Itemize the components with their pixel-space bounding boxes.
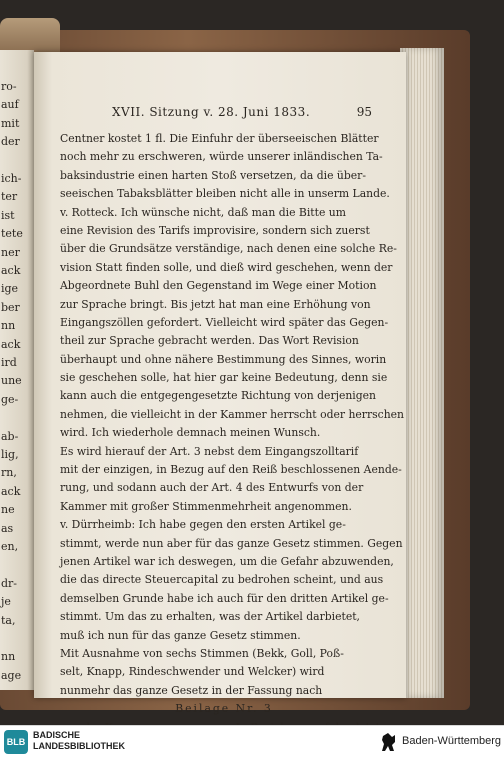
text-line: seeischen Tabaksblätter bleiben nicht alle in unserm Lande. [60, 187, 390, 201]
text-line: Abgeordnete Buhl den Gegenstand im Wege einer Motion [60, 279, 377, 293]
text-line: eine Revision des Tarifs improvisire, sondern sich zuerst [60, 223, 370, 237]
text-line: wird. Ich wiederhole demnach meinen Wunsch. [60, 426, 321, 440]
text-line: vision Statt finden solle, und dieß wird geschehen, wenn der [60, 260, 393, 274]
text-line: sie geschehen solle, hat hier gar keine Bedeutung, denn sie [60, 371, 388, 385]
left-page-fragment: une [1, 374, 22, 388]
left-page-fragment: ich- [1, 172, 22, 185]
left-page-fragment: ack [1, 337, 21, 351]
left-page-fragment: auf [1, 98, 19, 112]
left-page-fragment: lig, [1, 448, 19, 461]
text-line: mit der einzigen, in Bezug auf den Reiß beschlossenen Aende- [60, 463, 402, 477]
text-line: Kammer mit großer Stimmenmehrheit angenommen. [60, 499, 352, 513]
text-line: nehmen, die vielleicht in der Kammer herrscht oder herrschen [60, 407, 405, 421]
page-edges [400, 48, 444, 698]
text-line: rung, und sodann auch der Art. 4 des Entwurfs von der [60, 481, 364, 495]
page-header [34, 105, 406, 123]
text-line: über die Grundsätze verständige, nach denen eine solche Re- [60, 242, 397, 256]
baden-wuerttemberg-lion-icon [380, 732, 398, 752]
left-page-fragment: nn [1, 319, 16, 333]
left-page-fragment: ige [1, 282, 19, 296]
text-line: selt, Knapp, Rindeschwender und Welcker) wird [60, 665, 325, 679]
left-page-fragment: nn [1, 650, 16, 664]
library-name [33, 730, 125, 752]
text-line: noch mehr zu erschweren, würde unserer inländischen Ta- [60, 150, 383, 164]
text-line: v. Dürrheimb: Ich habe gegen den ersten Artikel ge- [60, 518, 346, 532]
text-line: stimmt. Um das zu erhalten, was der Artikel darbietet, [60, 610, 360, 624]
text-line: Eingangszöllen gefordert. Vielleicht wird später das Gegen- [60, 315, 389, 329]
left-page-fragment: tete [1, 227, 23, 241]
text-line: Mit Ausnahme von sechs Stimmen (Bekk, Goll, Poß- [60, 646, 344, 660]
left-page-fragment: ta, [1, 613, 16, 627]
text-line: zur Sprache bringt. Bis jetzt hat man eine Erhöhung von [60, 297, 371, 311]
left-page-fragment: ber [1, 300, 20, 314]
text-line: v. Rotteck. Ich wünsche nicht, daß man die Bitte um [60, 205, 346, 219]
text-line: demselben Grunde habe ich auch für den dritten Artikel ge- [60, 591, 389, 605]
left-page-fragment: dr- [1, 576, 18, 590]
text-line: muß ich nun für das ganze Gesetz stimmen. [60, 628, 301, 642]
text-line: Es wird hierauf der Art. 3 nebst dem Eingangszolltarif [60, 444, 359, 458]
left-page-fragment: mit [1, 116, 20, 130]
left-page-fragment: as [1, 521, 14, 535]
left-page-fragment: age [1, 668, 22, 682]
left-page-fragment: ge- [1, 392, 19, 406]
library-name-line1: BADISCHE [33, 730, 81, 740]
left-page-fragment: ro- [1, 80, 17, 93]
text-line: Centner kostet 1 fl. Die Einfuhr der überseeischen Blätter [60, 132, 379, 145]
left-page-fragment: ird [1, 356, 17, 369]
text-line: die das directe Steuercapital zu bedrohen scheint, und aus [60, 573, 384, 587]
text-line: überhaupt und ohne nähere Bestimmung des Sinnes, worin [60, 352, 387, 366]
left-page-fragment: rn, [1, 466, 17, 480]
left-page-fragment: der [1, 135, 20, 149]
left-page-fragment: ter [1, 190, 18, 204]
text-line: nunmehr das ganze Gesetz in der Fassung nach [60, 683, 323, 697]
footer-bar [0, 725, 504, 757]
left-page-fragment: ist [1, 208, 15, 222]
left-page-fragment: ack [1, 484, 21, 498]
partner-name: Baden-Württemberg [402, 735, 502, 747]
running-title: XVII. Sitzung v. 28. Juni 1833. [112, 105, 311, 119]
text-line: baksindustrie einen harten Stoß versetzen, da die über- [60, 168, 366, 182]
library-name-line2: LANDESBIBLIOTHEK [33, 741, 125, 751]
book-spine-top [0, 18, 60, 52]
left-page-fragment: ner [1, 245, 20, 259]
text-line: stimmt, werde nun aber für das ganze Gesetz stimmen. Gegen [60, 536, 403, 550]
blb-logo-icon: BLB [4, 730, 28, 754]
text-line: jenen Artikel war ich deswegen, um die Gefahr abzuwenden, [60, 554, 394, 568]
left-page-fragment: ack [1, 264, 21, 277]
right-page [34, 52, 406, 716]
left-page-fragment: ne [1, 503, 15, 517]
left-page [0, 50, 34, 690]
left-page-fragment: ab- [1, 429, 19, 443]
page-number: 95 [356, 105, 372, 119]
left-page-fragment: en, [1, 540, 19, 553]
text-line: kann auch die entgegengesetzte Richtung von derjenigen [60, 389, 377, 403]
text-line: theil zur Sprache gebracht werden. Das Wort Revision [60, 334, 359, 348]
text-line: Beilage Nr. 3 [175, 702, 273, 716]
page-body-text [60, 130, 405, 737]
left-page-fragment: je [1, 595, 11, 609]
